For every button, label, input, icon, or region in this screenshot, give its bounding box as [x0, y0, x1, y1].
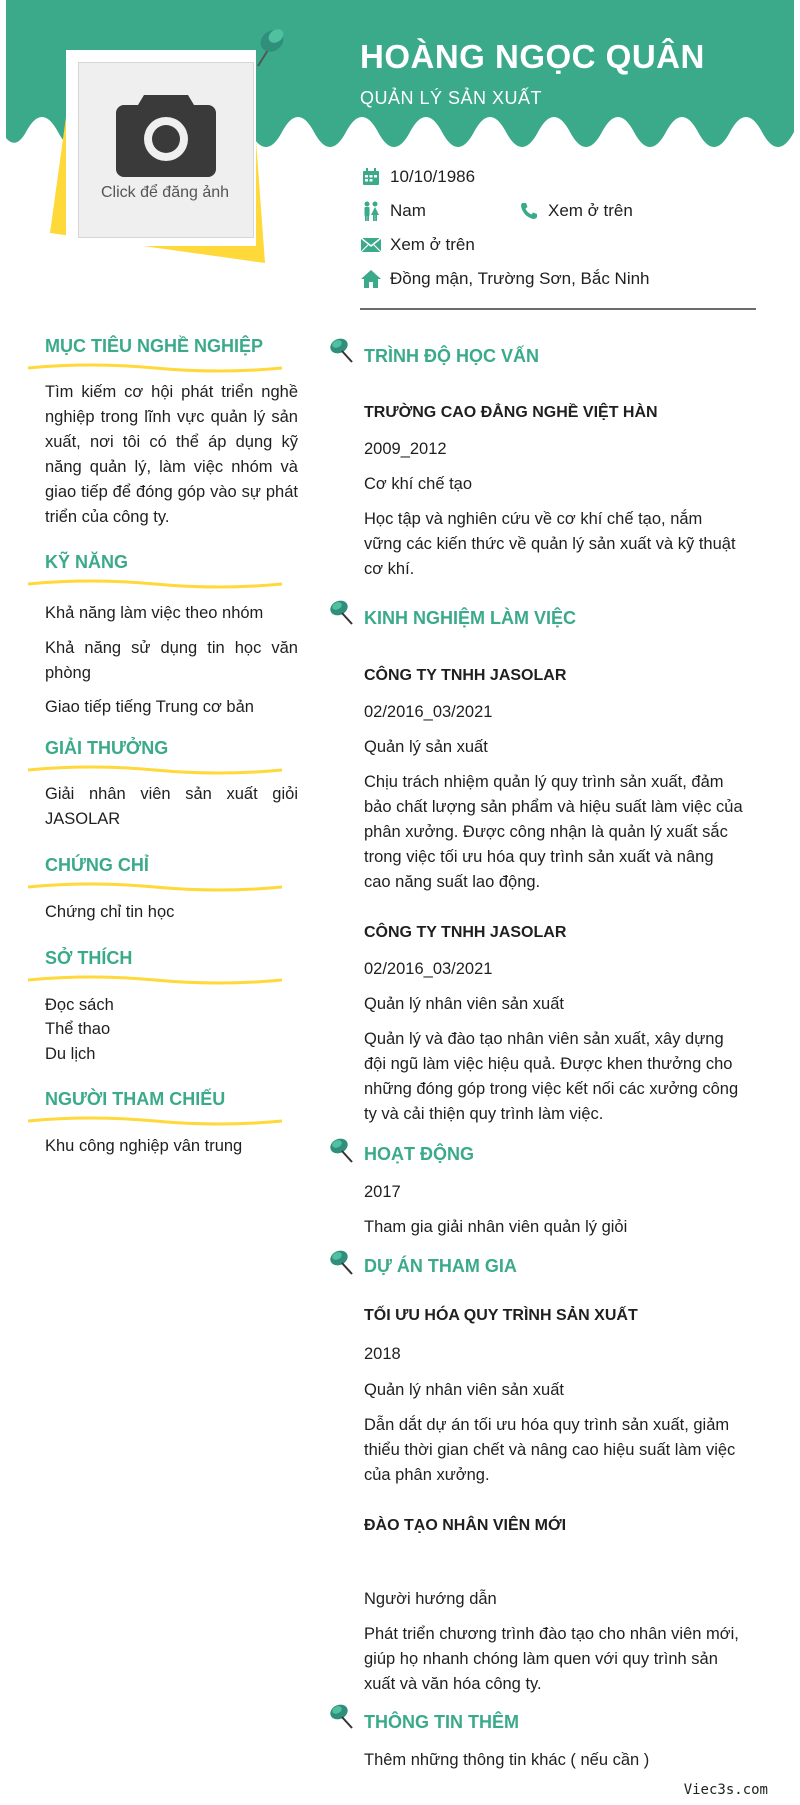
objective-text: Tìm kiếm cơ hội phát triển nghề nghiệp trong lĩnh vực quản lý sản xuất, nơi tôi có thể áp dụng kỹ năng quản lý, làm việc nhóm và giao tiếp để đóng góp vào sự phát triển của công ty. — [45, 383, 298, 526]
activity-desc: Tham gia giải nhân viên quản lý giỏi — [364, 1218, 628, 1236]
certificates-underline — [28, 881, 282, 893]
email-value: Xem ở trên — [390, 235, 475, 254]
project-name: TỐI ƯU HÓA QUY TRÌNH SẢN XUẤT — [364, 1307, 638, 1324]
experience-heading: KINH NGHIỆM LÀM VIỆC — [364, 608, 577, 628]
pushpin-icon — [250, 24, 290, 72]
activity-year: 2017 — [364, 1183, 401, 1201]
job-role: Quản lý sản xuất — [364, 738, 488, 756]
hobbies-heading: SỞ THÍCH — [45, 948, 133, 968]
project-name: ĐÀO TẠO NHÂN VIÊN MỚI — [364, 1517, 567, 1534]
skills-underline — [28, 578, 282, 590]
skill-item: Khả năng làm việc theo nhóm — [45, 604, 264, 622]
photo-upload[interactable] — [78, 62, 254, 238]
hobby-item: Du lịch — [45, 1045, 96, 1063]
address-value: Đồng mận, Trường Sơn, Bắc Ninh — [390, 269, 650, 288]
gender-row — [360, 200, 426, 222]
awards-heading: GIẢI THƯỞNG — [45, 738, 169, 758]
hobby-item: Đọc sách — [45, 996, 114, 1014]
references-text: Khu công nghiệp vân trung — [45, 1137, 243, 1155]
extra-heading: THÔNG TIN THÊM — [364, 1712, 519, 1732]
job-company: CÔNG TY TNHH JASOLAR — [364, 924, 567, 941]
education-major: Cơ khí chế tạo — [364, 475, 473, 493]
project-year: 2018 — [364, 1345, 401, 1363]
pushpin-icon — [328, 1136, 358, 1166]
project-desc: Dẫn dắt dự án tối ưu hóa quy trình sản xuất, giảm thiểu thời gian chết và nâng cao hiệu suất làm việc của phân xưởng. — [364, 1416, 736, 1484]
extra-text: Thêm những thông tin khác ( nếu cần ) — [364, 1751, 650, 1769]
birthday-row — [360, 166, 475, 188]
birthday-value: 10/10/1986 — [390, 167, 476, 186]
job-period: 02/2016_03/2021 — [364, 960, 493, 978]
pushpin-icon — [328, 336, 358, 366]
project-role: Người hướng dẫn — [364, 1590, 497, 1608]
job-company: CÔNG TY TNHH JASOLAR — [364, 667, 567, 684]
job-role: Quản lý nhân viên sản xuất — [364, 995, 564, 1013]
job-desc: Chịu trách nhiệm quản lý quy trình sản xuất, đảm bảo chất lượng sản phẩm và hiệu suất làm việc của phân xưởng. Được công nhận là quản lý xuất sắc trong việc tối ưu hóa quy trình sản xuất và nâng cao năng suất lao động. — [364, 773, 743, 891]
email-icon — [360, 234, 382, 256]
candidate-name: HOÀNG NGỌC QUÂN — [360, 38, 705, 75]
skill-item: Khả năng sử dụng tin học văn phòng — [45, 639, 298, 682]
pushpin-icon — [328, 1248, 358, 1278]
phone-value: Xem ở trên — [548, 201, 633, 220]
home-icon — [360, 268, 382, 290]
calendar-icon — [360, 166, 382, 188]
objective-underline — [28, 362, 282, 374]
certificates-heading: CHỨNG CHỈ — [45, 855, 149, 875]
camera-icon — [114, 87, 218, 179]
header-divider — [360, 308, 756, 310]
skills-heading: KỸ NĂNG — [45, 552, 129, 572]
pushpin-icon — [328, 1702, 358, 1732]
awards-underline — [28, 764, 282, 776]
activities-heading: HOẠT ĐỘNG — [364, 1144, 474, 1164]
projects-heading: DỰ ÁN THAM GIA — [364, 1256, 517, 1276]
education-heading: TRÌNH ĐỘ HỌC VẤN — [364, 346, 539, 366]
phone-row — [518, 200, 633, 222]
gender-icon — [360, 200, 382, 222]
gender-value: Nam — [390, 201, 426, 220]
objective-heading: MỤC TIÊU NGHỀ NGHIỆP — [45, 336, 264, 356]
email-row — [360, 234, 475, 256]
education-school: TRƯỜNG CAO ĐẲNG NGHỀ VIỆT HÀN — [364, 404, 658, 421]
project-role: Quản lý nhân viên sản xuất — [364, 1381, 564, 1399]
certificates-text: Chứng chỉ tin học — [45, 903, 175, 921]
watermark: Viec3s.com — [683, 1782, 768, 1798]
education-desc: Học tập và nghiên cứu về cơ khí chế tạo, nắm vững các kiến thức về quản lý sản xuất và kỹ thuật cơ khí. — [364, 510, 736, 578]
references-heading: NGƯỜI THAM CHIẾU — [45, 1089, 226, 1109]
project-desc: Phát triển chương trình đào tạo cho nhân viên mới, giúp họ nhanh chóng làm quen với quy trình sản xuất và văn hóa công ty. — [364, 1625, 739, 1693]
awards-text: Giải nhân viên sản xuất giỏi JASOLAR — [45, 785, 298, 828]
skill-item: Giao tiếp tiếng Trung cơ bản — [45, 698, 254, 716]
references-underline — [28, 1115, 282, 1127]
hobbies-underline — [28, 974, 282, 986]
phone-icon — [518, 200, 540, 222]
hobby-item: Thể thao — [45, 1020, 111, 1038]
pushpin-icon — [328, 598, 358, 628]
address-row — [360, 268, 650, 290]
job-desc: Quản lý và đào tạo nhân viên sản xuất, xây dựng đội ngũ làm việc hiệu quả. Được khen thưởng cho những đóng góp trong việc kết nối các xưởng công ty và cải thiện quy trình làm việc. — [364, 1030, 739, 1123]
education-period: 2009_2012 — [364, 440, 447, 458]
job-period: 02/2016_03/2021 — [364, 703, 493, 721]
photo-upload-label: Click để đăng ảnh — [100, 184, 230, 201]
job-title: QUẢN LÝ SẢN XUẤT — [360, 88, 543, 108]
